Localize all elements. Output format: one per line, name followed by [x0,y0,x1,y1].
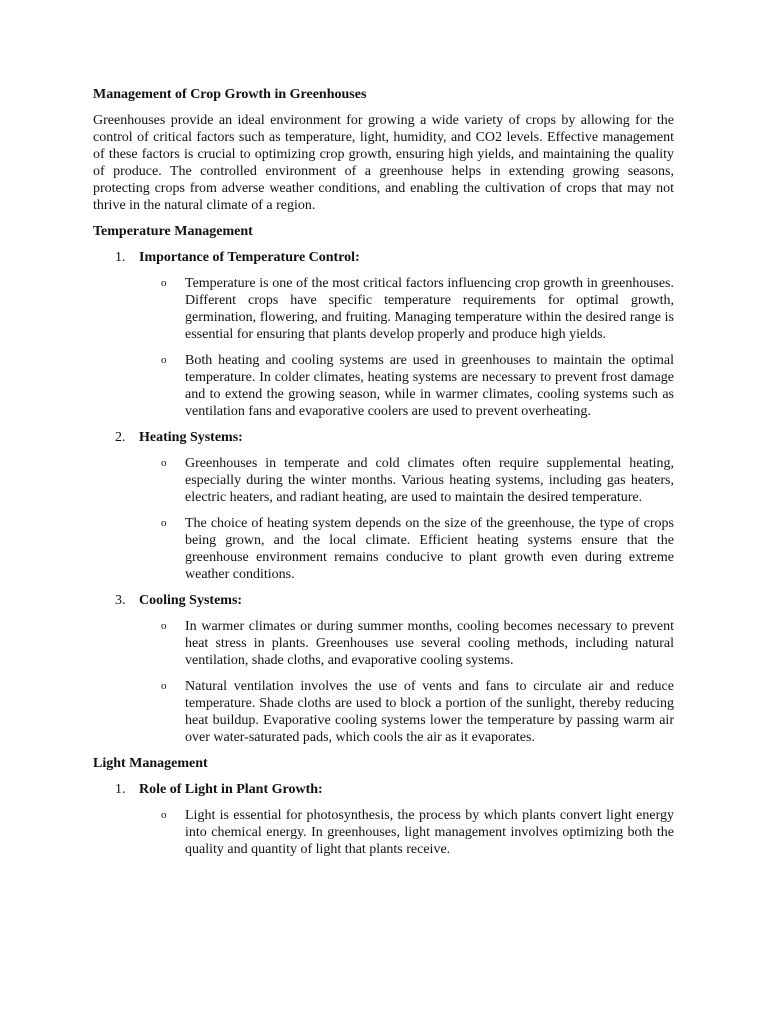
section-temperature-management [93,223,674,746]
bullet-item [93,275,674,343]
bullet-text: Both heating and cooling systems are used in greenhouses to maintain the optimal temperature. In colder climates, heating systems are necessary to prevent frost damage and to extend the growing season, while in warmer climates, cooling systems such as ventilation fans and evaporative coolers are used to prevent overheating. [185,353,674,419]
numbered-item [93,429,674,583]
numbered-item [93,249,674,420]
document-page [93,86,674,867]
bullet-item [93,618,674,669]
section-light-management [93,755,674,858]
bullet-item [93,455,674,506]
bullet-marker: o [161,457,167,469]
bullet-text: Temperature is one of the most critical factors influencing crop growth in greenhouses. Different crops have specific temperature requirements for optimal growth, germination, flowering, and fruiting. Managing temperature within the desired range is essential for ensuring that plants develop properly and produce high yields. [185,276,674,342]
bullet-text: Greenhouses in temperate and cold climates often require supplemental heating, especially during the winter months. Various heating systems, including gas heaters, electric heaters, and radiant heating, are used to maintain the desired temperature. [185,456,674,505]
bullet-text: The choice of heating system depends on the size of the greenhouse, the type of crops being grown, and the local climate. Efficient heating systems ensure that the greenhouse environment remains conducive to plant growth even during extreme weather conditions. [185,516,674,582]
bullet-marker: o [161,680,167,692]
numbered-item-heading [93,249,674,266]
item-title: Role of Light in Plant Growth: [139,782,323,797]
bullet-item [93,352,674,420]
section-heading: Light Management [93,756,208,771]
bullet-item [93,678,674,746]
bullet-list [93,807,674,858]
numbered-item-heading [93,592,674,609]
numbered-list [93,249,674,746]
item-number: 3. [115,593,126,608]
item-number: 1. [115,250,126,265]
document-title: Management of Crop Growth in Greenhouses [93,87,367,102]
bullet-marker: o [161,809,167,821]
item-title: Heating Systems: [139,430,243,445]
bullet-marker: o [161,277,167,289]
numbered-item-heading [93,429,674,446]
section-heading: Temperature Management [93,224,253,239]
bullet-list [93,455,674,583]
bullet-text: Natural ventilation involves the use of vents and fans to circulate air and reduce temperature. Shade cloths are used to block a portion of the sunlight, thereby reducing heat buildup. Evaporative cooling systems lower the temperature by passing warm air over water-saturated pads, which cools the air as it evaporates. [185,679,674,745]
numbered-item [93,781,674,858]
numbered-item-heading [93,781,674,798]
bullet-marker: o [161,620,167,632]
bullet-item [93,515,674,583]
intro-paragraph: Greenhouses provide an ideal environment for growing a wide variety of crops by allowing for the control of critical factors such as temperature, light, humidity, and CO2 levels. Effective management of these factors is crucial to optimizing crop growth, ensuring high yields, and maintaining the quality of produce. The controlled environment of a greenhouse helps in extending growing seasons, protecting crops from adverse weather conditions, and enabling the cultivation of crops that may not thrive in the natural climate of a region. [93,113,674,213]
item-title: Cooling Systems: [139,593,243,608]
bullet-text: In warmer climates or during summer months, cooling becomes necessary to prevent heat stress in plants. Greenhouses use several cooling methods, including natural ventilation, shade cloths, and evaporative cooling systems. [185,619,674,668]
bullet-item [93,807,674,858]
item-number: 2. [115,430,126,445]
bullet-marker: o [161,517,167,529]
item-number: 1. [115,782,126,797]
bullet-list [93,618,674,746]
bullet-text: Light is essential for photosynthesis, the process by which plants convert light energy into chemical energy. In greenhouses, light management involves optimizing both the quality and quantity of light that plants receive. [185,808,674,857]
numbered-item [93,592,674,746]
bullet-list [93,275,674,420]
bullet-marker: o [161,354,167,366]
numbered-list [93,781,674,858]
item-title: Importance of Temperature Control: [139,250,360,265]
